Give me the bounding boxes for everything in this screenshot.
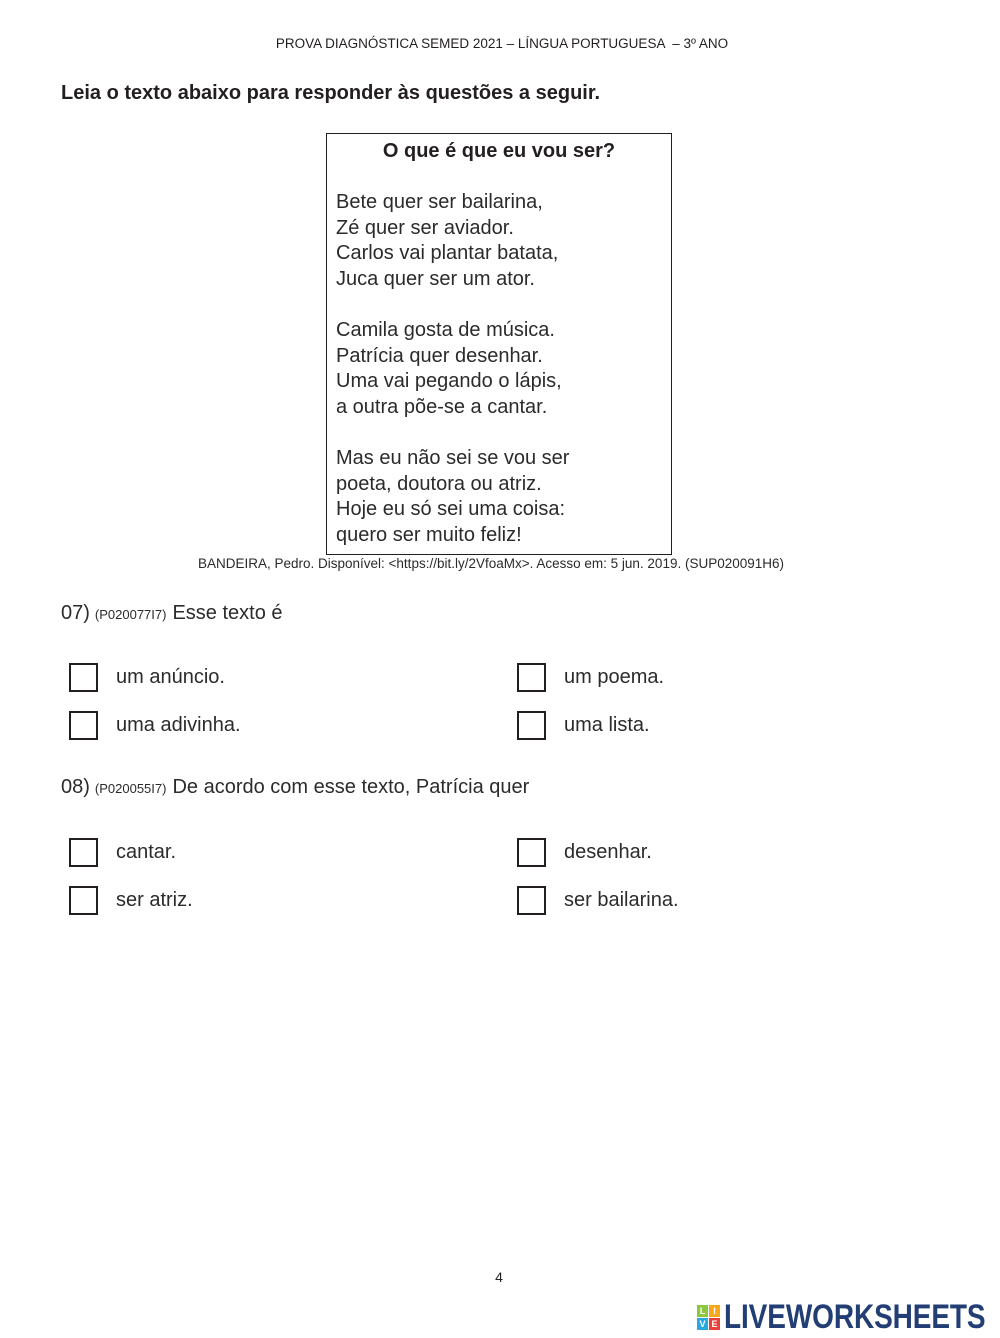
live-tiles-icon <box>697 1305 720 1330</box>
logo-tile: E <box>709 1318 720 1330</box>
option-label: desenhar. <box>564 841 652 863</box>
question-08-heading <box>61 775 529 799</box>
answer-checkbox[interactable] <box>517 711 546 740</box>
poem-line: Patrícia quer desenhar. <box>336 344 543 367</box>
logo-wordmark: LIVEWORKSHEETS <box>724 1297 986 1336</box>
option-label: cantar. <box>116 841 177 863</box>
poem-line: poeta, doutora ou atriz. <box>336 472 542 495</box>
poem-line: Zé quer ser aviador. <box>336 216 514 239</box>
poem-box <box>326 133 672 555</box>
option-label: um anúncio. <box>116 666 225 688</box>
page-number: 4 <box>495 1269 503 1285</box>
instruction-text: Leia o texto abaixo para responder às questões a seguir. <box>61 82 601 104</box>
answer-checkbox[interactable] <box>69 838 98 867</box>
option-label: uma adivinha. <box>116 714 241 736</box>
option-label: ser bailarina. <box>564 889 679 911</box>
option-um-anuncio[interactable] <box>69 663 225 692</box>
logo-tile: I <box>709 1305 720 1317</box>
option-cantar[interactable] <box>69 838 176 867</box>
question-code: (P020077I7) <box>94 607 167 622</box>
poem-line: a outra põe-se a cantar. <box>336 395 548 418</box>
answer-checkbox[interactable] <box>69 886 98 915</box>
answer-checkbox[interactable] <box>517 838 546 867</box>
option-um-poema[interactable] <box>517 663 664 692</box>
option-label: uma lista. <box>564 714 650 736</box>
logo-tile: L <box>697 1305 708 1317</box>
poem-citation: BANDEIRA, Pedro. Disponível: <https://bit.ly/2VfoaMx>. Acesso em: 5 jun. 2019. (SUP020091H6) <box>197 556 785 571</box>
option-ser-atriz[interactable] <box>69 886 193 915</box>
option-uma-lista[interactable] <box>517 711 650 740</box>
question-number: 07) <box>61 602 90 624</box>
answer-checkbox[interactable] <box>69 711 98 740</box>
logo-tile: V <box>697 1318 708 1330</box>
question-prompt: De acordo com esse texto, Patrícia quer <box>172 776 530 798</box>
option-desenhar[interactable] <box>517 838 652 867</box>
poem-line: Juca quer ser um ator. <box>336 267 535 290</box>
question-number: 08) <box>61 776 90 798</box>
option-ser-bailarina[interactable] <box>517 886 679 915</box>
option-uma-adivinha[interactable] <box>69 711 241 740</box>
poem-title: O que é que eu vou ser? <box>382 140 616 162</box>
answer-checkbox[interactable] <box>69 663 98 692</box>
poem-line: Hoje eu só sei uma coisa: <box>336 498 566 521</box>
poem-stanza <box>336 190 662 292</box>
poem-line: Bete quer ser bailarina, <box>336 191 543 214</box>
poem-line: Mas eu não sei se vou ser <box>336 447 570 470</box>
answer-checkbox[interactable] <box>517 886 546 915</box>
question-prompt: Esse texto é <box>172 602 283 624</box>
poem-line: quero ser muito feliz! <box>336 523 522 546</box>
poem-line: Camila gosta de música. <box>336 319 555 342</box>
option-label: um poema. <box>564 666 665 688</box>
option-label: ser atriz. <box>116 889 193 911</box>
question-code: (P020055I7) <box>94 781 167 796</box>
poem-line: Carlos vai plantar batata, <box>336 242 559 265</box>
page-header: PROVA DIAGNÓSTICA SEMED 2021 – LÍNGUA PORTUGUESA – 3º ANO <box>275 36 729 51</box>
poem-line: Uma vai pegando o lápis, <box>336 370 562 393</box>
liveworksheets-logo <box>697 1297 986 1336</box>
question-07-heading <box>61 601 283 625</box>
poem-stanza <box>336 318 662 420</box>
answer-checkbox[interactable] <box>517 663 546 692</box>
poem-stanza <box>336 446 662 548</box>
